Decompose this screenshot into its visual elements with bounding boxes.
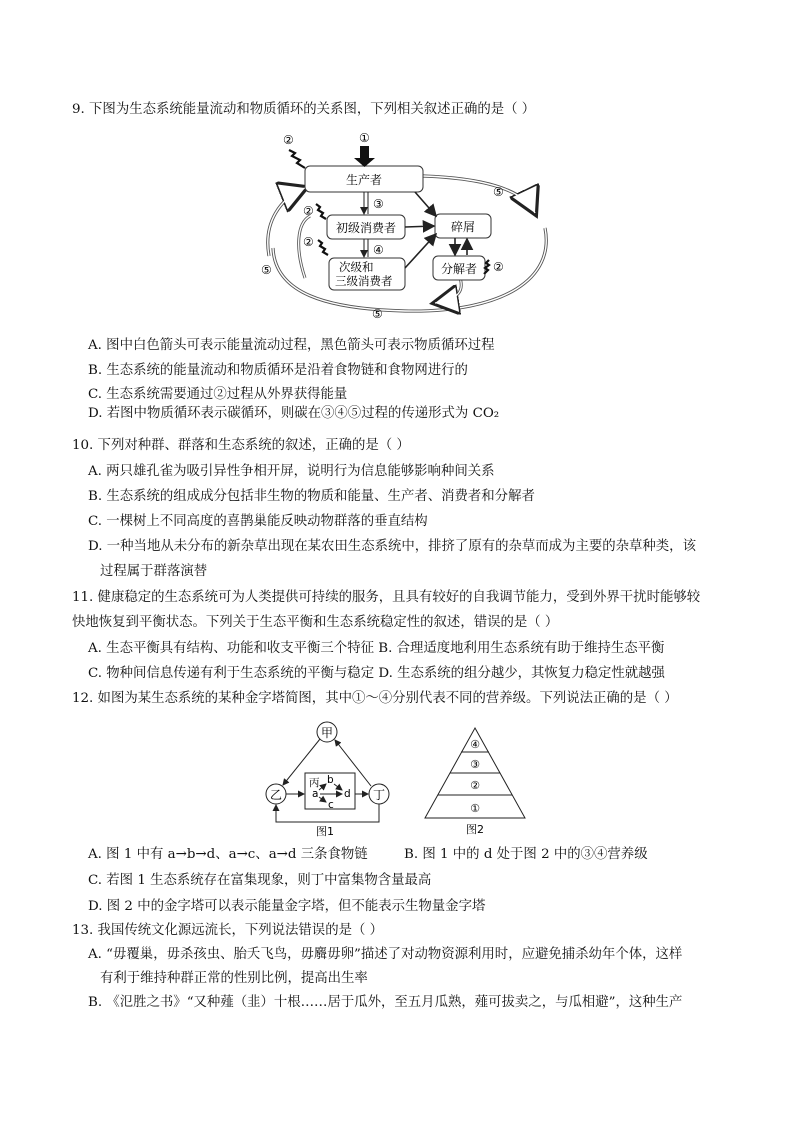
q10-option-c: C. 一棵树上不同高度的喜鹊巢能反映动物群落的垂直结构 (88, 514, 428, 529)
q9-option-b: B. 生态系统的能量流动和物质循环是沿着食物链和食物网进行的 (88, 363, 468, 378)
node-bing: 丙 (309, 777, 320, 789)
producer-label: 生产者 (345, 173, 383, 187)
secondary-label-2: 三级消费者 (335, 274, 393, 288)
num-5a: ⑤ (493, 185, 504, 199)
num-2d: ② (493, 260, 504, 274)
node-d: d (344, 788, 351, 800)
q11-options-ab: A. 生态平衡具有结构、功能和收支平衡三个特征 B. 合理适度地利用生态系统有助于维持生态平衡 (88, 641, 665, 656)
fig1-caption: 图1 (316, 825, 334, 838)
q10-stem: 10. 下列对种群、群落和生态系统的叙述，正确的是（ ） (72, 438, 410, 453)
q12-option-a: A. 图 1 中有 a→b→d、a→c、a→d 三条食物链 (88, 847, 368, 862)
decomposer-label: 分解者 (440, 262, 478, 276)
q9-stem: 9. 下图为生态系统能量流动和物质循环的关系图，下列相关叙述正确的是（ ） (72, 102, 536, 117)
q12-stem: 12. 如图为某生态系统的某种金字塔简图，其中①～④分别代表不同的营养级。下列说法正确的是（ ） (72, 691, 678, 706)
q9-option-d: D. 若图中物质循环表示碳循环，则碳在③④⑤过程的传递形式为 CO₂ (88, 406, 500, 421)
num-2a: ② (283, 133, 294, 147)
detritus-label: 碎屑 (450, 220, 476, 234)
node-jia: 甲 (320, 726, 334, 740)
secondary-label-1: 次级和 (339, 260, 374, 274)
num-5c: ⑤ (372, 307, 383, 321)
node-a: a (312, 788, 319, 800)
q10-option-b: B. 生态系统的组成成分包括非生物的物质和能量、生产者、消费者和分解者 (88, 489, 535, 504)
q10-option-a: A. 两只雄孔雀为吸引异性争相开屏，说明行为信息能够影响种间关系 (88, 464, 495, 479)
q9-diagram (255, 128, 560, 323)
node-yi: 乙 (269, 788, 283, 802)
q10-option-d: D. 一种当地从未分布的新杂草出现在某农田生态系统中，排挤了原有的杂草而成为主要的杂草种类，该 (88, 539, 696, 554)
node-b: b (327, 774, 334, 786)
num-2c: ② (303, 235, 314, 249)
q11-stem-1: 11. 健康稳定的生态系统可为人类提供可持续的服务，且具有较好的自我调节能力，受到外界干扰时能够较 (72, 590, 701, 605)
q12-option-d: D. 图 2 中的金字塔可以表示能量金字塔，但不能表示生物量金字塔 (88, 899, 486, 914)
num-4: ④ (373, 243, 384, 257)
q12-figure-2 (422, 726, 528, 838)
q13-stem: 13. 我国传统文化源远流长，下列说法错误的是（ ） (72, 923, 384, 938)
q10-option-d-cont: 过程属于群落演替 (100, 564, 208, 579)
q11-stem-2: 快地恢复到平衡状态。下列关于生态平衡和生态系统稳定性的叙述，错误的是（ ） (72, 615, 559, 630)
num-1: ① (359, 131, 370, 145)
fig2-caption: 图2 (466, 823, 484, 836)
num-5b: ⑤ (261, 263, 272, 277)
num-3: ③ (373, 197, 384, 211)
level-4: ④ (470, 738, 480, 751)
num-2b: ② (303, 204, 314, 218)
q13-option-a-cont: 有利于维持种群正常的性别比例，提高出生率 (100, 971, 368, 986)
node-ding: 丁 (372, 788, 386, 802)
level-3: ③ (470, 758, 480, 771)
q13-option-b: B. 《氾胜之书》“又种薤（韭）十根……居于瓜外，至五月瓜熟，薤可拔卖之，与瓜相避”，这种生产 (88, 995, 683, 1010)
q12-option-c: C. 若图 1 生态系统存在富集现象，则丁中富集物含量最高 (88, 873, 432, 888)
q12-option-b: B. 图 1 中的 d 处于图 2 中的③④营养级 (404, 847, 648, 862)
level-1: ① (470, 802, 480, 815)
primary-consumer-label: 初级消费者 (335, 221, 397, 235)
q9-option-a: A. 图中白色箭头可表示能量流动过程，黑色箭头可表示物质循环过程 (88, 338, 495, 353)
q11-options-cd: C. 物种间信息传递有利于生态系统的平衡与稳定 D. 生态系统的组分越少，其恢复力稳定性就越强 (88, 666, 665, 681)
node-c: c (328, 799, 334, 811)
level-2: ② (470, 779, 480, 792)
q13-option-a: A. “毋覆巢，毋杀孩虫、胎夭飞鸟，毋麛毋卵”描述了对动物资源利用时，应避免捕杀幼年个体，这样 (88, 947, 683, 962)
q9-option-c: C. 生态系统需要通过②过程从外界获得能量 (88, 387, 348, 402)
q12-figure-1 (258, 718, 398, 840)
